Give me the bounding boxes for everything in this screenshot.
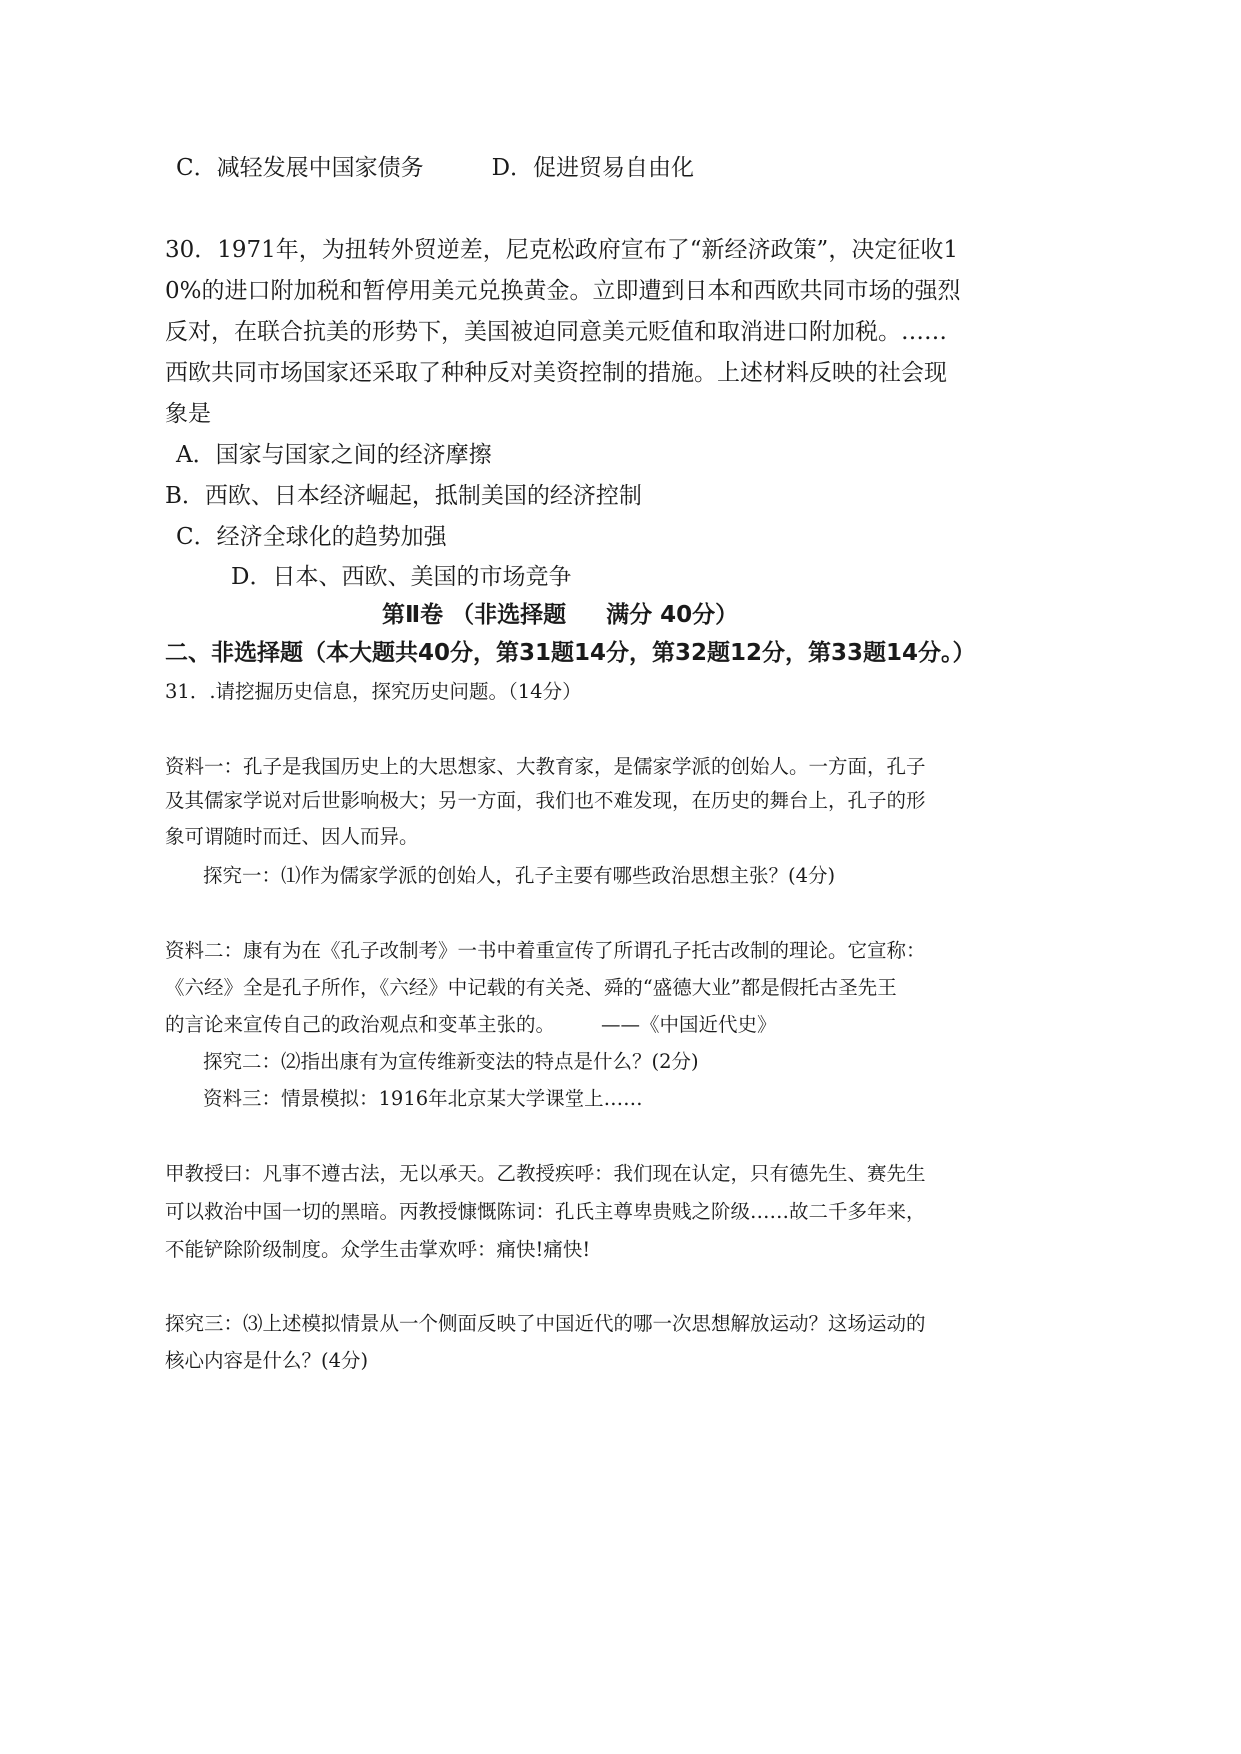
part2-title-right: 满分 40分） bbox=[606, 602, 739, 628]
q31-material3-line-3: 不能铲除阶级制度。众学生击掌欢呼：痛快!痛快! bbox=[165, 1238, 591, 1261]
q30-stem-line-5: 象是 bbox=[165, 401, 211, 427]
q31-explore1: 探究一：⑴作为儒家学派的创始人，孔子主要有哪些政治思想主张？(4分) bbox=[203, 864, 836, 887]
q31-material2-line-1: 资料二：康有为在《孔子改制考》一书中着重宣传了所谓孔子托古改制的理论。它宣称： bbox=[165, 939, 926, 962]
q31-material3-intro: 资料三：情景模拟：1916年北京某大学课堂上…… bbox=[203, 1087, 643, 1110]
q31-material1-line-1: 资料一：孔子是我国历史上的大思想家、大教育家，是儒家学派的创始人。一方面，孔子 bbox=[165, 755, 926, 778]
q30-option-c: C．经济全球化的趋势加强 bbox=[176, 524, 447, 550]
q30-option-a: A．国家与国家之间的经济摩擦 bbox=[176, 442, 492, 468]
q29-option-c: C．减轻发展中国家债务 bbox=[176, 155, 424, 181]
q31-material2-source: ——《中国近代史》 bbox=[601, 1013, 777, 1036]
q31-material3-line-2: 可以救治中国一切的黑暗。丙教授慷慨陈词：孔氏主尊卑贵贱之阶级……故二千多年来， bbox=[165, 1200, 926, 1223]
q30-stem-line-1: 30．1971年，为扭转外贸逆差，尼克松政府宣布了“新经济政策”，决定征收1 bbox=[165, 237, 958, 263]
q30-stem-line-3: 反对，在联合抗美的形势下，美国被迫同意美元贬值和取消进口附加税。…… bbox=[165, 319, 947, 345]
part2-title-left: 第Ⅱ卷 （非选择题 bbox=[382, 602, 567, 628]
q31-material2-line-2: 《六经》全是孔子所作，《六经》中记载的有关尧、舜的“盛德大业”都是假托古圣先王 bbox=[165, 976, 897, 999]
q31-explore3-line-1: 探究三：⑶上述模拟情景从一个侧面反映了中国近代的哪一次思想解放运动？这场运动的 bbox=[165, 1312, 926, 1335]
q31-material2-line-3 bbox=[165, 1015, 777, 1035]
q31-material3-line-1: 甲教授曰：凡事不遵古法，无以承天。乙教授疾呼：我们现在认定，只有德先生、赛先生 bbox=[165, 1162, 926, 1185]
section-heading: 二、非选择题（本大题共40分，第31题14分，第32题12分，第33题14分。） bbox=[165, 640, 976, 666]
q30-option-b: B．西欧、日本经济崛起，抵制美国的经济控制 bbox=[165, 483, 642, 509]
q29-option-d: D．促进贸易自由化 bbox=[491, 155, 695, 181]
q30-stem-line-2: 0%的进口附加税和暂停用美元兑换黄金。立即遭到日本和西欧共同市场的强烈 bbox=[165, 278, 961, 304]
q31-material1-line-3: 象可谓随时而迁、因人而异。 bbox=[165, 825, 419, 848]
part2-title bbox=[382, 604, 738, 627]
q29-options-row bbox=[176, 157, 694, 180]
q30-stem-line-4: 西欧共同市场国家还采取了种种反对美资控制的措施。上述材料反映的社会现 bbox=[165, 360, 947, 386]
q31-material2-text: 的言论来宣传自己的政治观点和变革主张的。 bbox=[165, 1013, 556, 1036]
q31-explore3-line-2: 核心内容是什么？(4分) bbox=[165, 1349, 369, 1372]
q31-intro: 31．.请挖掘历史信息，探究历史问题。（14分） bbox=[165, 680, 582, 703]
q31-explore2: 探究二：⑵指出康有为宣传维新变法的特点是什么？(2分) bbox=[203, 1050, 699, 1073]
q30-option-d: D．日本、西欧、美国的市场竞争 bbox=[231, 564, 572, 590]
q31-material1-line-2: 及其儒家学说对后世影响极大；另一方面，我们也不难发现，在历史的舞台上，孔子的形 bbox=[165, 789, 926, 812]
